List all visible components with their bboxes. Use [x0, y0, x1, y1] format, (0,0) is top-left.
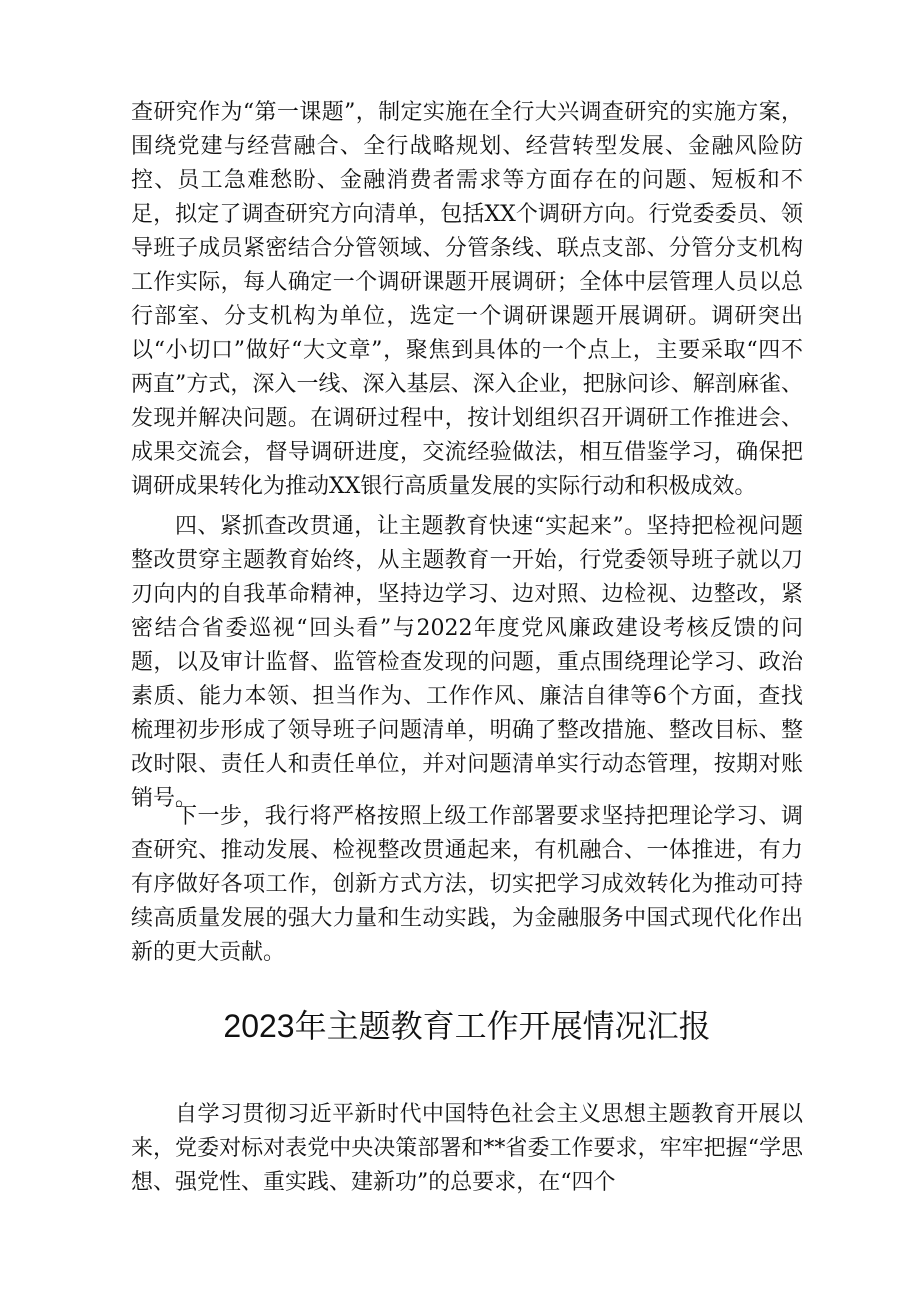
body-paragraph-intro: 自学习贯彻习近平新时代中国特色社会主义思想主题教育开展以来，党委对标对表党中央决策部署和**省委工作要求，牢牢把握“学思想、强党性、重实践、建新功”的总要求，在“四个	[131, 1102, 803, 1195]
body-paragraph-rectification: 四、紧抓查改贯通，让主题教育快速“实起来”。坚持把检视问题整改贯穿主题教育始终，从主题教育一开始，行党委领导班子就以刀刃向内的自我革命精神，坚持边学习、边对照、边检视、边整改，紧密结合省委巡视“回头看”与2022年度党风廉政建设考核反馈的问题，以及审计监督、监管检查发现的问题，重点围绕理论学习、政治素质、能力本领、担当作为、工作作风、廉洁自律等6个方面，查找梳理初步形成了领导班子问题清单，明确了整改措施、整改目标、整改时限、责任人和责任单位，并对问题清单实行动态管理，按期对账销号。	[131, 514, 803, 811]
body-paragraph-next-steps: 下一步，我行将严格按照上级工作部署要求坚持把理论学习、调查研究、推动发展、检视整改贯通起来，有机融合、一体推进，有力有序做好各项工作，创新方式方法，切实把学习成效转化为推动可持续高质量发展的强大力量和生动实践，为金融服务中国式现代化作出新的更大贡献。	[131, 804, 803, 965]
body-paragraph-research: 查研究作为“第一课题”，制定实施在全行大兴调查研究的实施方案，围绕党建与经营融合、全行战略规划、经营转型发展、金融风险防控、员工急难愁盼、金融消费者需求等方面存在的问题、短板和不足，拟定了调查研究方向清单，包括XX个调研方向。行党委委员、领导班子成员紧密结合分管领域、分管条线、联点支部、分管分支机构工作实际，每人确定一个调研课题开展调研；全体中层管理人员以总行部室、分支机构为单位，选定一个调研课题开展调研。调研突出以“小切口”做好“大文章”，聚焦到具体的一个点上，主要采取“四不两直”方式，深入一线、深入基层、深入企业，把脉问诊、解剖麻雀、发现并解决问题。在调研过程中，按计划组织召开调研工作推进会、成果交流会，督导调研进度，交流经验做法，相互借鉴学习，确保把调研成果转化为推动XX银行高质量发展的实际行动和积极成效。	[131, 100, 803, 499]
document-title: 2023年主题教育工作开展情况汇报	[223, 1008, 711, 1044]
